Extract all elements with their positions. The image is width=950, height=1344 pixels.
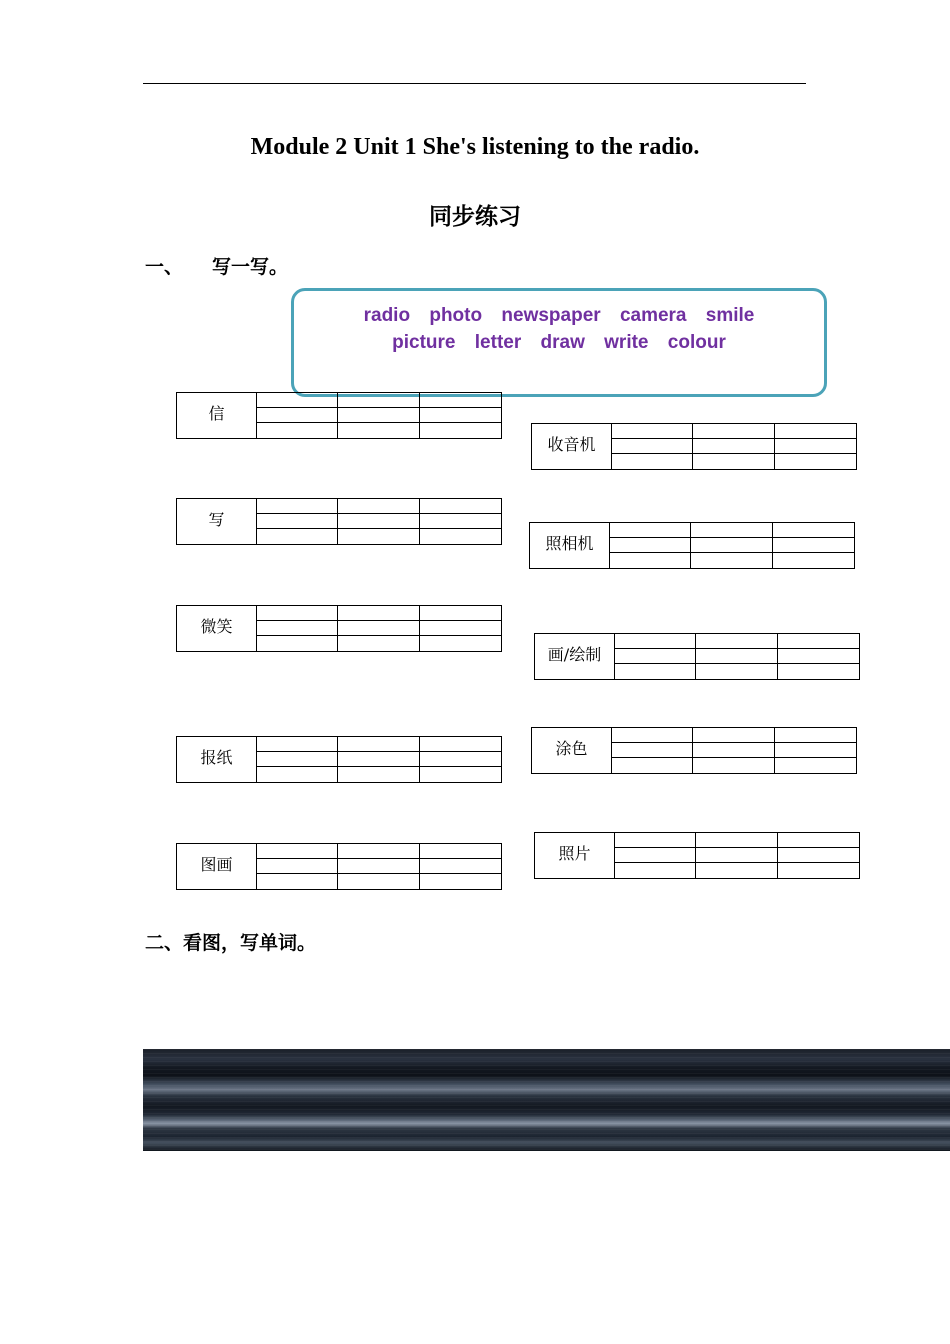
word-bank-item: write	[604, 332, 649, 353]
section1-title: 写一写。	[212, 256, 289, 278]
word-bank-item: photo	[429, 305, 483, 326]
word-bank-item: draw	[540, 332, 585, 353]
writing-grid[interactable]	[257, 393, 501, 438]
writing-grid[interactable]	[257, 844, 501, 889]
writing-table-label: 报纸	[177, 737, 257, 782]
writing-table-colour	[531, 727, 857, 774]
section2-title: 二、看图，写单词。	[145, 932, 317, 954]
writing-grid[interactable]	[257, 606, 501, 651]
writing-table-label: 信	[177, 393, 257, 438]
writing-table-label: 微笑	[177, 606, 257, 651]
word-bank-line-2	[294, 332, 824, 354]
writing-table-letter	[176, 392, 502, 439]
writing-table-label: 照片	[535, 833, 615, 878]
writing-table-photo	[534, 832, 860, 879]
writing-grid[interactable]	[615, 634, 859, 679]
writing-table-write	[176, 498, 502, 545]
worksheet-subtitle: 同步练习	[429, 204, 521, 230]
writing-grid[interactable]	[257, 499, 501, 544]
word-bank-item: smile	[705, 305, 755, 326]
word-bank-item: picture	[392, 332, 456, 353]
word-bank-item: camera	[619, 305, 687, 326]
word-bank-item: letter	[474, 332, 522, 353]
exercise-photo-image	[143, 1049, 950, 1151]
writing-table-picture	[176, 843, 502, 890]
word-bank-item: colour	[667, 332, 726, 353]
writing-table-label: 收音机	[532, 424, 612, 469]
writing-table-label: 画/绘制	[535, 634, 615, 679]
writing-table-label: 图画	[177, 844, 257, 889]
writing-table-label: 照相机	[530, 523, 610, 568]
writing-grid[interactable]	[612, 728, 856, 773]
writing-grid[interactable]	[612, 424, 856, 469]
word-bank-box	[291, 288, 827, 397]
word-bank-item: newspaper	[501, 305, 601, 326]
section1-number: 一、	[145, 256, 184, 278]
writing-table-draw	[534, 633, 860, 680]
writing-table-label: 涂色	[532, 728, 612, 773]
writing-table-smile	[176, 605, 502, 652]
header-rule	[143, 83, 806, 84]
word-bank-line-1	[294, 305, 824, 327]
writing-grid[interactable]	[615, 833, 859, 878]
writing-table-camera	[529, 522, 855, 569]
writing-grid[interactable]	[257, 737, 501, 782]
writing-table-label: 写	[177, 499, 257, 544]
word-bank-item: radio	[363, 305, 411, 326]
writing-table-radio	[531, 423, 857, 470]
worksheet-title: Module 2 Unit 1 She's listening to the radio.	[250, 134, 700, 160]
writing-grid[interactable]	[610, 523, 854, 568]
writing-table-newspaper	[176, 736, 502, 783]
